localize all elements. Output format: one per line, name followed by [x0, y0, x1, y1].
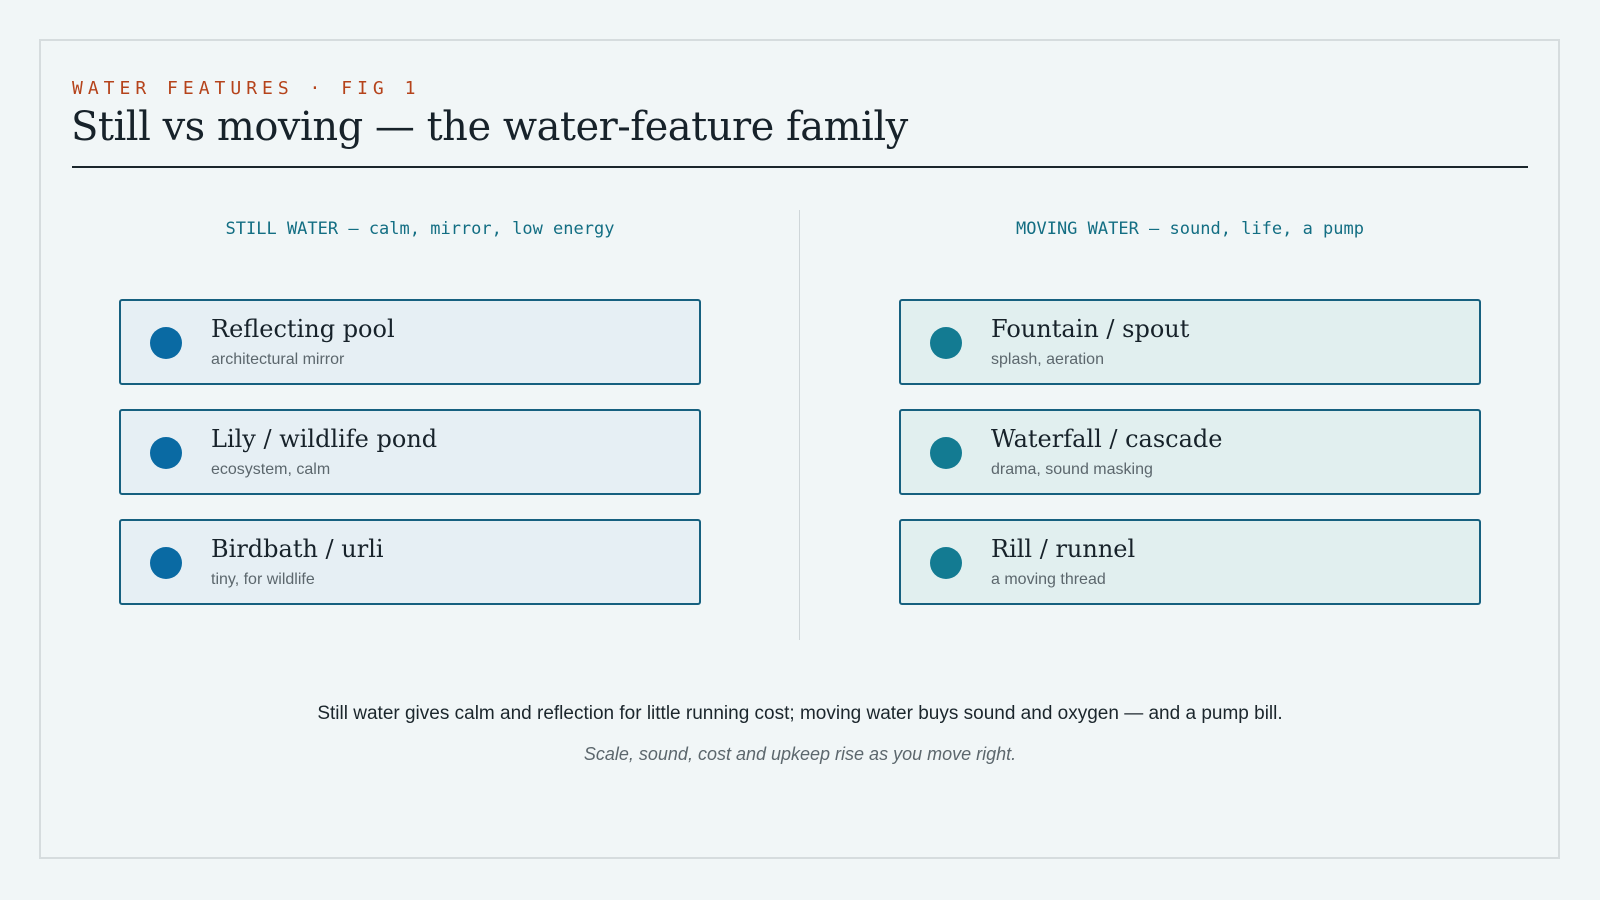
card-subtitle: drama, sound masking	[991, 461, 1153, 478]
card-reflecting-pool	[119, 299, 701, 385]
moving-water-heading: MOVING WATER — sound, life, a pump	[1016, 219, 1364, 239]
card-fountain-spout	[899, 299, 1481, 385]
column-divider	[799, 210, 800, 640]
figure-eyebrow: WATER FEATURES · FIG 1	[72, 78, 421, 99]
moving-water-dot-icon	[930, 327, 962, 359]
card-title: Reflecting pool	[211, 315, 395, 343]
still-water-dot-icon	[150, 327, 182, 359]
card-waterfall-cascade	[899, 409, 1481, 495]
card-rill-runnel	[899, 519, 1481, 605]
card-subtitle: architectural mirror	[211, 351, 345, 368]
still-water-dot-icon	[150, 437, 182, 469]
footnote-text: Scale, sound, cost and upkeep rise as you move right.	[583, 744, 1017, 764]
moving-water-dot-icon	[930, 437, 962, 469]
card-title: Waterfall / cascade	[991, 425, 1223, 453]
card-subtitle: tiny, for wildlife	[211, 571, 315, 588]
card-title: Birdbath / urli	[211, 535, 384, 563]
card-lily-wildlife-pond	[119, 409, 701, 495]
card-subtitle: splash, aeration	[991, 351, 1104, 368]
card-subtitle: a moving thread	[991, 571, 1106, 588]
card-birdbath-urli	[119, 519, 701, 605]
still-water-dot-icon	[150, 547, 182, 579]
summary-text: Still water gives calm and reflection for little running cost; moving water buys sound and oxygen — and a pump bill.	[317, 703, 1283, 724]
card-subtitle: ecosystem, calm	[211, 461, 331, 478]
moving-water-dot-icon	[930, 547, 962, 579]
title-rule	[72, 166, 1528, 168]
card-title: Lily / wildlife pond	[211, 425, 438, 453]
still-water-heading: STILL WATER — calm, mirror, low energy	[225, 219, 615, 239]
card-title: Rill / runnel	[991, 535, 1136, 563]
card-title: Fountain / spout	[991, 315, 1190, 343]
page-title: Still vs moving — the water-feature family	[71, 104, 908, 150]
